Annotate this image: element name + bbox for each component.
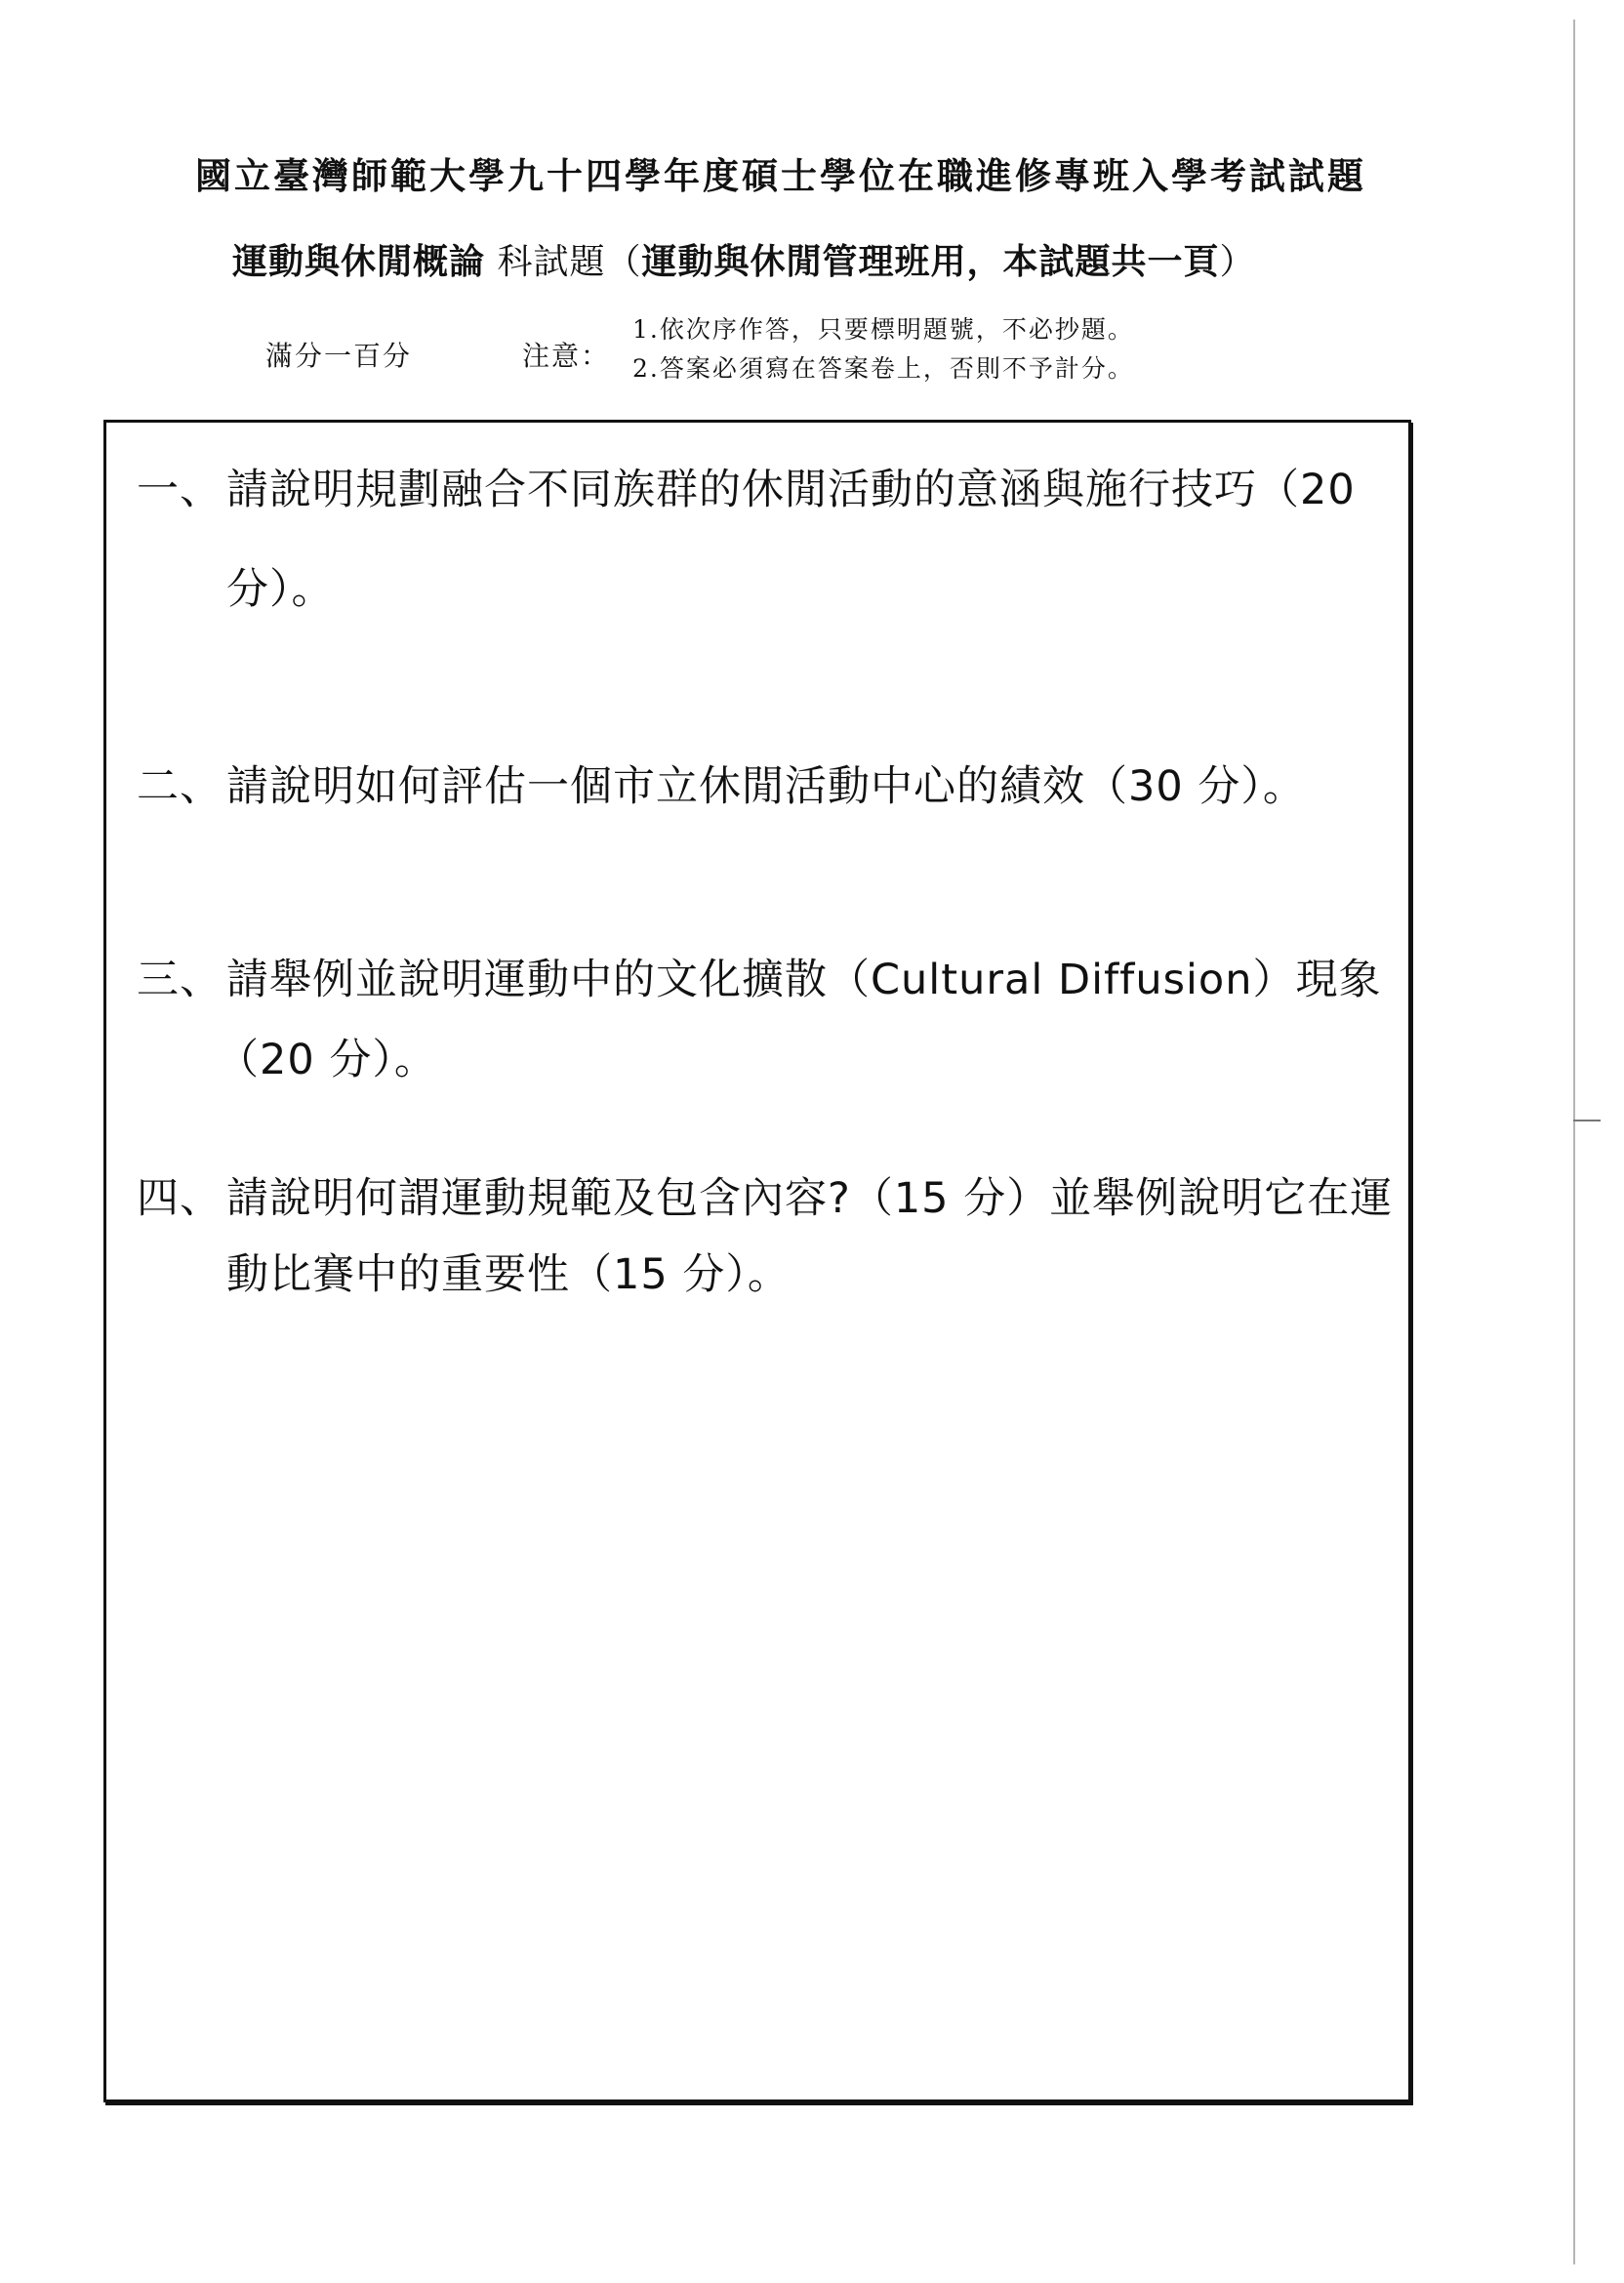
full-score: 滿分一百分 xyxy=(265,340,413,372)
subject-line xyxy=(232,234,1256,284)
question-text: 請說明規劃融合不同族群的休閒活動的意涵與施行技巧（20 xyxy=(226,466,1356,514)
question-1 xyxy=(137,457,1356,516)
question-3-continuation: （20 分）。 xyxy=(217,1036,437,1084)
class-note: 運動與休閒管理班用，本試題共一頁 xyxy=(641,241,1220,282)
question-number: 三、 xyxy=(137,956,223,1004)
question-4 xyxy=(137,1165,1393,1225)
scan-edge-tick xyxy=(1573,1120,1601,1121)
question-number: 二、 xyxy=(137,762,223,811)
question-text: 請說明何謂運動規範及包含內容?（15 分）並舉例說明它在運 xyxy=(226,1174,1394,1223)
exam-title: 國立臺灣師範大學九十四學年度碩士學位在職進修專班入學考試試題 xyxy=(195,154,1366,197)
subject-suffix: 科試題（ xyxy=(485,242,642,282)
notice-item: 2.答案必須寫在答案卷上，否則不予計分。 xyxy=(632,354,1134,383)
subject-name: 運動與休閒概論 xyxy=(232,241,486,282)
notice-label: 注意： xyxy=(522,340,611,372)
subject-close: ） xyxy=(1219,242,1256,282)
notice-list xyxy=(632,310,1134,388)
notice-item: 1.依次序作答，只要標明題號，不必抄題。 xyxy=(632,315,1134,344)
question-number: 一、 xyxy=(137,466,223,514)
question-1-continuation: 分）。 xyxy=(226,565,335,614)
question-number: 四、 xyxy=(137,1174,223,1223)
question-text: 請舉例並說明運動中的文化擴散（Cultural Diffusion）現象 xyxy=(226,956,1382,1004)
question-2 xyxy=(137,754,1306,813)
question-4-continuation: 動比賽中的重要性（15 分）。 xyxy=(226,1250,791,1299)
scan-edge-line xyxy=(1573,20,1575,2264)
question-3 xyxy=(137,947,1381,1006)
question-text: 請說明如何評估一個市立休閒活動中心的績效（30 分）。 xyxy=(226,762,1306,811)
